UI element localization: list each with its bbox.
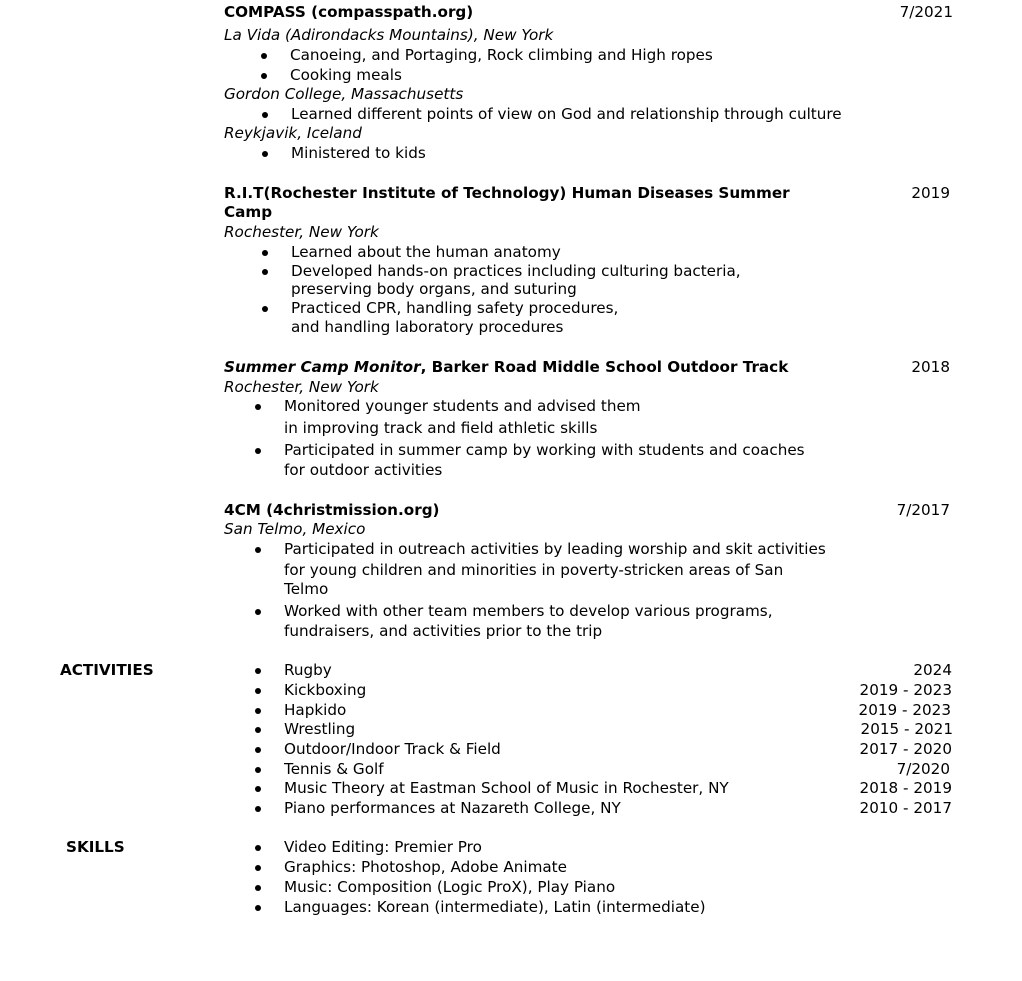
activity-date: 2010 - 2017 xyxy=(859,799,952,817)
bullet-icon xyxy=(261,73,267,79)
bullet-icon xyxy=(255,668,261,674)
bullet-icon xyxy=(255,865,261,871)
bullet-icon xyxy=(255,547,261,553)
monitor-title xyxy=(224,358,788,378)
bullet-icon xyxy=(255,747,261,753)
activity-date: 2019 - 2023 xyxy=(858,701,951,719)
bullet-icon xyxy=(255,727,261,733)
skill-item: Video Editing: Premier Pro xyxy=(284,838,482,856)
rit-bullet: Developed hands-on practices including culturing bacteria, xyxy=(291,262,741,280)
bullet-icon xyxy=(255,708,261,714)
activity-item: Kickboxing xyxy=(284,681,367,699)
bullet-icon xyxy=(262,151,268,157)
compass-title: COMPASS (compasspath.org) xyxy=(224,3,474,21)
rit-bullet-cont: and handling laboratory procedures xyxy=(291,318,564,336)
bullet-icon xyxy=(255,448,261,454)
bullet-icon xyxy=(262,269,268,275)
rit-date: 2019 xyxy=(911,184,950,202)
bullet-icon xyxy=(255,905,261,911)
bullet-icon xyxy=(255,404,261,410)
activity-item: Wrestling xyxy=(284,720,356,738)
4cm-bullet-cont: for young children and minorities in poverty-stricken areas of San xyxy=(284,561,784,579)
activity-date: 2015 - 2021 xyxy=(860,720,953,738)
monitor-role: Summer Camp Monitor xyxy=(224,358,421,376)
monitor-bullet-cont: in improving track and field athletic skills xyxy=(284,419,598,437)
rit-title-line2: Camp xyxy=(224,203,273,221)
compass-date: 7/2021 xyxy=(899,3,953,21)
bullet-icon xyxy=(261,53,267,59)
4cm-location: San Telmo, Mexico xyxy=(224,520,366,538)
bullet-icon xyxy=(255,885,261,891)
monitor-bullet: Monitored younger students and advised them xyxy=(284,397,641,415)
activity-item: Tennis & Golf xyxy=(284,760,384,778)
activity-item: Hapkido xyxy=(284,701,347,719)
bullet-icon xyxy=(255,845,261,851)
activity-date: 7/2020 xyxy=(896,760,950,778)
compass-bullet: Cooking meals xyxy=(290,66,402,84)
rit-location: Rochester, New York xyxy=(224,223,379,241)
bullet-icon xyxy=(255,609,261,615)
activities-heading: ACTIVITIES xyxy=(60,661,154,679)
compass-bullet: Canoeing, and Portaging, Rock climbing and High ropes xyxy=(290,46,713,64)
4cm-bullet: Worked with other team members to develop various programs, xyxy=(284,602,773,620)
bullet-icon xyxy=(262,112,268,118)
compass-location-2: Gordon College, Massachusetts xyxy=(224,85,464,103)
activity-item: Outdoor/Indoor Track & Field xyxy=(284,740,501,758)
compass-bullet: Learned different points of view on God and relationship through culture xyxy=(291,105,842,123)
4cm-date: 7/2017 xyxy=(896,501,950,519)
4cm-bullet: Participated in outreach activities by leading worship and skit activities xyxy=(284,540,826,558)
monitor-org: , Barker Road Middle School Outdoor Track xyxy=(420,358,789,376)
compass-location-1: La Vida (Adirondacks Mountains), New York xyxy=(224,26,554,44)
rit-bullet-cont: preserving body organs, and suturing xyxy=(291,280,577,298)
compass-location-3: Reykjavik, Iceland xyxy=(224,124,362,142)
activity-date: 2017 - 2020 xyxy=(859,740,952,758)
activity-date: 2019 - 2023 xyxy=(859,681,952,699)
monitor-location: Rochester, New York xyxy=(224,378,379,396)
skill-item: Graphics: Photoshop, Adobe Animate xyxy=(284,858,567,876)
bullet-icon xyxy=(255,767,261,773)
activity-item: Rugby xyxy=(284,661,332,679)
4cm-title: 4CM (4christmission.org) xyxy=(224,501,440,519)
bullet-icon xyxy=(255,688,261,694)
4cm-bullet-cont: Telmo xyxy=(284,580,329,598)
activity-date: 2024 xyxy=(913,661,952,679)
activity-item: Music Theory at Eastman School of Music in Rochester, NY xyxy=(284,779,729,797)
bullet-icon xyxy=(262,306,268,312)
bullet-icon xyxy=(262,250,268,256)
rit-bullet: Practiced CPR, handling safety procedures, xyxy=(291,299,619,317)
compass-bullet: Ministered to kids xyxy=(291,144,426,162)
activity-item: Piano performances at Nazareth College, NY xyxy=(284,799,621,817)
monitor-bullet-cont: for outdoor activities xyxy=(284,461,443,479)
rit-bullet: Learned about the human anatomy xyxy=(291,243,561,261)
monitor-bullet: Participated in summer camp by working with students and coaches xyxy=(284,441,805,459)
skill-item: Languages: Korean (intermediate), Latin (intermediate) xyxy=(284,898,706,916)
bullet-icon xyxy=(255,786,261,792)
monitor-date: 2018 xyxy=(911,358,950,376)
bullet-icon xyxy=(255,806,261,812)
skill-item: Music: Composition (Logic ProX), Play Piano xyxy=(284,878,616,896)
rit-title-line1: R.I.T(Rochester Institute of Technology) Human Diseases Summer xyxy=(224,184,790,202)
skills-heading: SKILLS xyxy=(66,838,125,856)
activity-date: 2018 - 2019 xyxy=(859,779,952,797)
4cm-bullet-cont: fundraisers, and activities prior to the trip xyxy=(284,622,603,640)
